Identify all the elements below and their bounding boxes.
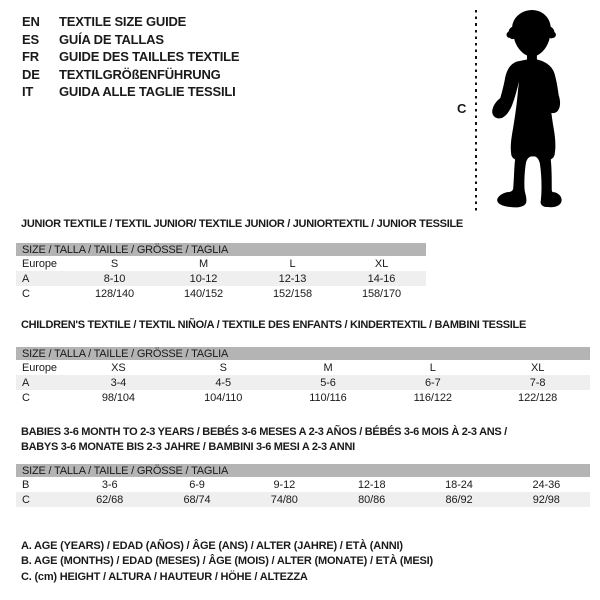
table-row [16, 492, 590, 507]
table-cell: 18-24 [445, 478, 473, 491]
table-cell: L [429, 361, 436, 374]
table-row [16, 256, 426, 271]
table-cell: 122/128 [518, 391, 558, 404]
table-cell: 128/140 [94, 287, 135, 300]
table-cell: 14-16 [367, 272, 396, 285]
footnote-c: C. (cm) HEIGHT / ALTURA / HAUTEUR / HÖHE / ALTEZZA [21, 570, 308, 583]
lang-label: TEXTILE SIZE GUIDE [59, 14, 187, 29]
table-cell: 92/98 [532, 493, 560, 506]
row-label: C [22, 493, 30, 506]
babies-title-line2: BABYS 3-6 MONATE BIS 2-3 JAHRE / BAMBINI 3-6 MESI A 2-3 ANNI [21, 441, 355, 453]
row-label: B [22, 478, 30, 491]
table-cell: L [289, 257, 296, 270]
right-ear [550, 32, 556, 38]
table-cell: 98/104 [101, 391, 135, 404]
table-row [16, 375, 590, 390]
table-cell: XL [374, 257, 389, 270]
table-cell: 68/74 [183, 493, 211, 506]
table-cell: 116/122 [413, 391, 452, 404]
table-cell: XL [530, 361, 545, 374]
table-cell: XS [111, 361, 126, 374]
table-cell: S [110, 257, 119, 270]
table-cell: 8-10 [103, 272, 126, 285]
row-label: Europe [22, 361, 57, 374]
row-label: C [22, 391, 30, 404]
size-header-bar: SIZE / TALLA / TAILLE / GRÖSSE / TAGLIA [16, 243, 426, 256]
table-cell: 6-7 [424, 376, 441, 389]
size-header-bar: SIZE / TALLA / TAILLE / GRÖSSE / TAGLIA [16, 464, 590, 477]
lang-row-es [22, 31, 239, 49]
lang-code: FR [22, 49, 39, 64]
babies-title-line1: BABIES 3-6 MONTH TO 2-3 YEARS / BEBÉS 3-6 MESES A 2-3 AÑOS / BÉBÉS 3-6 MOIS À 2-3 ANS / [21, 426, 507, 438]
table-cell: 9-12 [273, 478, 296, 491]
baby-silhouette [482, 8, 572, 210]
row-label: C [22, 287, 30, 300]
table-cell: 110/116 [309, 391, 347, 404]
table-cell: 6-9 [189, 478, 205, 491]
table-cell: M [323, 361, 333, 374]
footnote-a: A. AGE (YEARS) / EDAD (AÑOS) / ÂGE (ANS) / ALTER (JAHRE) / ETÀ (ANNI) [21, 540, 403, 552]
table-cell: 7-8 [529, 376, 546, 389]
footnote-b: B. AGE (MONTHS) / EDAD (MESES) / ÂGE (MOIS) / ALTER (MONATE) / ETÀ (MESI) [21, 555, 433, 568]
table-cell: 5-6 [320, 376, 336, 389]
table-cell: 3-4 [110, 376, 127, 389]
junior-section-title: JUNIOR TEXTILE / TEXTIL JUNIOR/ TEXTILE JUNIOR / JUNIORTEXTIL / JUNIOR TESSILE [21, 218, 463, 230]
table-cell: 10-12 [189, 272, 218, 285]
table-row [16, 271, 426, 286]
language-title-block [22, 13, 239, 101]
lang-row-it [22, 83, 239, 101]
height-measure-label: C [457, 101, 467, 116]
lang-label: GUIDA ALLE TAGLIE TESSILI [59, 84, 236, 99]
footnotes-block [21, 539, 433, 585]
lang-label: GUIDE DES TAILLES TEXTILE [59, 49, 240, 64]
lang-label: GUÍA DE TALLAS [59, 31, 164, 47]
children-size-table [16, 347, 590, 405]
children-section-title: CHILDREN'S TEXTILE / TEXTIL NIÑO/A / TEXTILE DES ENFANTS / KINDERTEXTIL / BAMBINI TESSILE [21, 319, 526, 331]
babies-size-table [16, 464, 590, 507]
left-ear [507, 32, 513, 38]
table-cell: 140/152 [183, 287, 224, 300]
lang-row-en [22, 13, 239, 31]
table-cell: 62/68 [96, 493, 124, 506]
table-cell: 158/170 [361, 287, 402, 300]
table-row [16, 477, 590, 492]
junior-size-table [16, 243, 426, 301]
table-cell: 12-18 [357, 478, 386, 491]
table-cell: 3-6 [101, 478, 118, 491]
lang-row-de [22, 66, 239, 84]
lang-code: EN [22, 14, 40, 29]
table-cell: 80/86 [358, 493, 386, 506]
table-row [16, 360, 590, 375]
lang-label: TEXTILGRÖßENFÜHRUNG [59, 66, 221, 82]
table-cell: S [219, 361, 227, 374]
lang-code: ES [22, 31, 39, 47]
row-label: A [22, 272, 30, 285]
table-cell: 152/158 [272, 287, 313, 300]
table-cell: M [198, 257, 209, 270]
lang-code: DE [22, 66, 40, 82]
babies-section-title [21, 425, 507, 455]
table-cell: 104/110 [204, 391, 243, 404]
table-cell: 24-36 [532, 478, 561, 491]
lang-code: IT [22, 84, 34, 99]
height-dashed-line [475, 10, 477, 213]
size-header-bar: SIZE / TALLA / TAILLE / GRÖSSE / TAGLIA [16, 347, 590, 360]
lang-row-fr [22, 48, 239, 66]
table-cell: 86/92 [445, 493, 473, 506]
table-row [16, 390, 590, 405]
table-cell: 74/80 [270, 493, 298, 506]
table-row [16, 286, 426, 301]
table-cell: 12-13 [278, 272, 307, 285]
table-cell: 4-5 [215, 376, 231, 389]
row-label: Europe [22, 257, 57, 270]
row-label: A [22, 376, 30, 389]
